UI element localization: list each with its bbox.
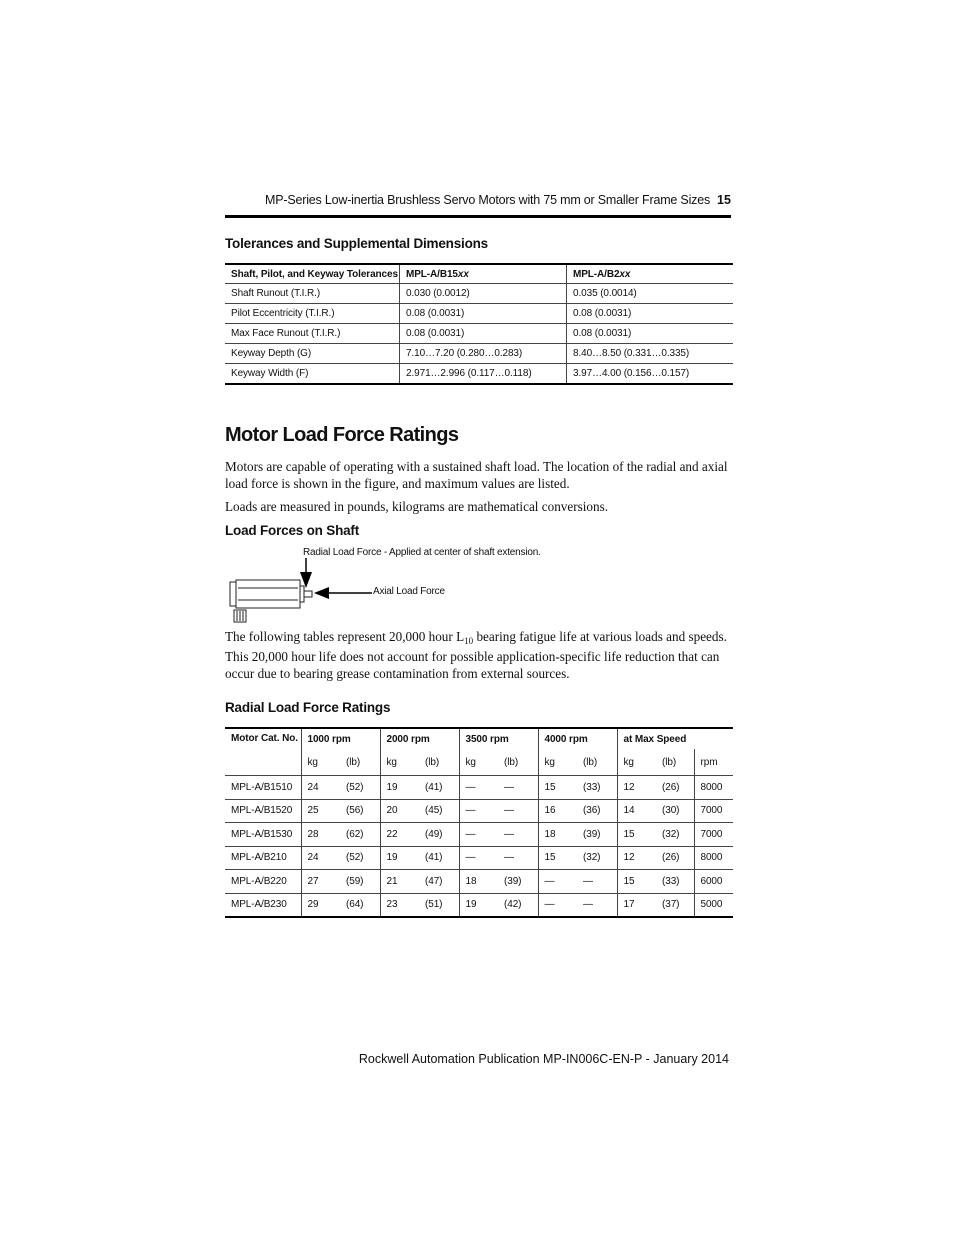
table-cell: 19: [380, 846, 419, 870]
table-cell: MPL-A/B220: [225, 870, 301, 894]
page-number: 15: [717, 193, 731, 207]
column-group-header: 4000 rpm: [538, 728, 617, 749]
unit-header: kg: [301, 749, 340, 776]
table-cell: 19: [380, 776, 419, 800]
table-cell: 7.10…7.20 (0.280…0.283): [400, 344, 567, 364]
motor-flange: [300, 586, 304, 602]
motor-rear-cap: [230, 582, 236, 606]
table-cell: Pilot Eccentricity (T.I.R.): [225, 304, 400, 324]
unit-header: (lb): [577, 749, 617, 776]
table-cell: (39): [577, 823, 617, 847]
table-row: [225, 776, 733, 800]
table-cell: 18: [459, 870, 498, 894]
table-cell: 0.08 (0.0031): [400, 324, 567, 344]
table-cell: —: [577, 893, 617, 917]
column-group-header: 3500 rpm: [459, 728, 538, 749]
tolerances-table: [225, 263, 733, 385]
paragraph: Motors are capable of operating with a sustained shaft load. The location of the radial and axial load force is shown in the figure, and maximum values are listed.: [225, 459, 728, 491]
table-row: [225, 304, 733, 324]
table-cell: (36): [577, 799, 617, 823]
radial-force-arrow: [300, 558, 312, 588]
table-cell: (49): [419, 823, 459, 847]
table-cell: 16: [538, 799, 577, 823]
table-cell: —: [498, 776, 538, 800]
paragraph: Loads are measured in pounds, kilograms are mathematical conversions.: [225, 499, 609, 514]
table-cell: —: [498, 799, 538, 823]
column-header-text: MPL-A/B2: [573, 268, 620, 280]
table-cell: 18: [538, 823, 577, 847]
table-cell: (26): [656, 846, 694, 870]
table-cell: 17: [617, 893, 656, 917]
table-cell: 0.08 (0.0031): [400, 304, 567, 324]
table-cell: (52): [340, 846, 380, 870]
table-cell: 8000: [694, 776, 733, 800]
column-header-text: MPL-A/B15: [406, 268, 458, 280]
table-cell: 0.035 (0.0014): [567, 284, 734, 304]
column-header-suffix: xx: [457, 268, 469, 280]
table-cell: Keyway Depth (G): [225, 344, 400, 364]
table-row: [225, 344, 733, 364]
subscript: 10: [464, 636, 474, 646]
table-cell: 15: [538, 846, 577, 870]
table-cell: MPL-A/B1530: [225, 823, 301, 847]
table-cell: (39): [498, 870, 538, 894]
paragraph: [225, 628, 730, 650]
unit-header: kg: [617, 749, 656, 776]
table-cell: 27: [301, 870, 340, 894]
column-group-header: 2000 rpm: [380, 728, 459, 749]
table-cell: 19: [459, 893, 498, 917]
table-cell: (33): [577, 776, 617, 800]
table-cell: MPL-A/B1510: [225, 776, 301, 800]
unit-header: kg: [538, 749, 577, 776]
units-row: [225, 749, 733, 776]
unit-header: (lb): [656, 749, 694, 776]
table-cell: —: [498, 823, 538, 847]
table-cell: Shaft Runout (T.I.R.): [225, 284, 400, 304]
column-group-header: at Max Speed: [617, 728, 733, 749]
table-cell: —: [538, 870, 577, 894]
table-cell: (51): [419, 893, 459, 917]
table-cell: 28: [301, 823, 340, 847]
radial-ratings-heading: Radial Load Force Ratings: [225, 700, 391, 715]
axial-force-arrow: [314, 587, 372, 599]
unit-header: (lb): [498, 749, 538, 776]
table-header-row: [225, 728, 733, 749]
table-cell: (41): [419, 776, 459, 800]
table-cell: 24: [301, 846, 340, 870]
table-cell: (32): [656, 823, 694, 847]
section-title: Motor Load Force Ratings: [225, 424, 459, 446]
table-header-row: [225, 264, 733, 284]
table-cell: (26): [656, 776, 694, 800]
column-header: [400, 264, 567, 284]
table-cell: (30): [656, 799, 694, 823]
table-cell: 12: [617, 846, 656, 870]
header-rule: [225, 215, 731, 218]
table-cell: (64): [340, 893, 380, 917]
table-cell: —: [577, 870, 617, 894]
motor-body: [236, 580, 300, 608]
table-row: [225, 324, 733, 344]
table-cell: (45): [419, 799, 459, 823]
column-header: [567, 264, 734, 284]
tolerances-table-body: [225, 284, 733, 385]
table-cell: (42): [498, 893, 538, 917]
axial-force-label: Axial Load Force: [373, 586, 445, 597]
table-cell: 22: [380, 823, 419, 847]
unit-header: (lb): [340, 749, 380, 776]
table-row: [225, 284, 733, 304]
table-cell: —: [459, 846, 498, 870]
radial-force-label: Radial Load Force - Applied at center of shaft extension.: [303, 547, 541, 558]
table-cell: 6000: [694, 870, 733, 894]
table-cell: 0.030 (0.0012): [400, 284, 567, 304]
table-cell: MPL-A/B1520: [225, 799, 301, 823]
unit-header: kg: [380, 749, 419, 776]
table-cell: (47): [419, 870, 459, 894]
column-header: Shaft, Pilot, and Keyway Tolerances: [225, 264, 400, 284]
column-header: Motor Cat. No.: [225, 728, 301, 776]
table-cell: 14: [617, 799, 656, 823]
table-cell: MPL-A/B230: [225, 893, 301, 917]
unit-header: kg: [459, 749, 498, 776]
table-cell: Max Face Runout (T.I.R.): [225, 324, 400, 344]
table-cell: —: [498, 846, 538, 870]
radial-load-table: [225, 727, 733, 918]
table-cell: 0.08 (0.0031): [567, 304, 734, 324]
table-cell: 8.40…8.50 (0.331…0.335): [567, 344, 734, 364]
table-cell: 15: [617, 823, 656, 847]
column-group-header: 1000 rpm: [301, 728, 380, 749]
table-cell: —: [459, 776, 498, 800]
table-cell: 2.971…2.996 (0.117…0.118): [400, 364, 567, 385]
paragraph: This 20,000 hour life does not account for possible application-specific life reduction that can occur due to bearing grease contamination from external sources.: [225, 649, 720, 681]
unit-header: rpm: [694, 749, 733, 776]
unit-header: (lb): [419, 749, 459, 776]
table-cell: 8000: [694, 846, 733, 870]
table-row: [225, 823, 733, 847]
table-cell: 29: [301, 893, 340, 917]
table-row: [225, 799, 733, 823]
table-cell: —: [538, 893, 577, 917]
table-cell: (59): [340, 870, 380, 894]
table-cell: 25: [301, 799, 340, 823]
running-header: MP-Series Low-inertia Brushless Servo Motors with 75 mm or Smaller Frame Sizes: [265, 193, 710, 207]
table-row: [225, 870, 733, 894]
table-cell: 15: [617, 870, 656, 894]
table-cell: (32): [577, 846, 617, 870]
table-cell: 5000: [694, 893, 733, 917]
table-cell: 23: [380, 893, 419, 917]
table-cell: 0.08 (0.0031): [567, 324, 734, 344]
table-cell: 20: [380, 799, 419, 823]
motor-shaft-diagram: [226, 558, 372, 628]
radial-load-table-body: [225, 776, 733, 918]
table-row: [225, 364, 733, 385]
table-cell: 3.97…4.00 (0.156…0.157): [567, 364, 734, 385]
table-cell: 15: [538, 776, 577, 800]
column-header-suffix: xx: [619, 268, 631, 280]
table-cell: (62): [340, 823, 380, 847]
table-cell: 7000: [694, 799, 733, 823]
table-cell: —: [459, 823, 498, 847]
table-cell: (52): [340, 776, 380, 800]
table-cell: (41): [419, 846, 459, 870]
footer-publication: Rockwell Automation Publication MP-IN006C-EN-P - January 2014: [358, 1052, 729, 1066]
table-cell: (33): [656, 870, 694, 894]
table-row: [225, 893, 733, 917]
table-cell: (56): [340, 799, 380, 823]
table-cell: —: [459, 799, 498, 823]
table-cell: (37): [656, 893, 694, 917]
table-cell: 7000: [694, 823, 733, 847]
table-cell: Keyway Width (F): [225, 364, 400, 385]
tolerances-heading: Tolerances and Supplemental Dimensions: [225, 236, 488, 251]
motor-shaft: [304, 591, 312, 597]
table-cell: 24: [301, 776, 340, 800]
table-row: [225, 846, 733, 870]
table-cell: 21: [380, 870, 419, 894]
table-cell: MPL-A/B210: [225, 846, 301, 870]
figure-heading: Load Forces on Shaft: [225, 523, 360, 538]
table-cell: 12: [617, 776, 656, 800]
paragraph-text: The following tables represent 20,000 hour L: [225, 629, 465, 644]
paragraph-text: bearing fatigue life at various loads and speeds.: [473, 629, 727, 644]
